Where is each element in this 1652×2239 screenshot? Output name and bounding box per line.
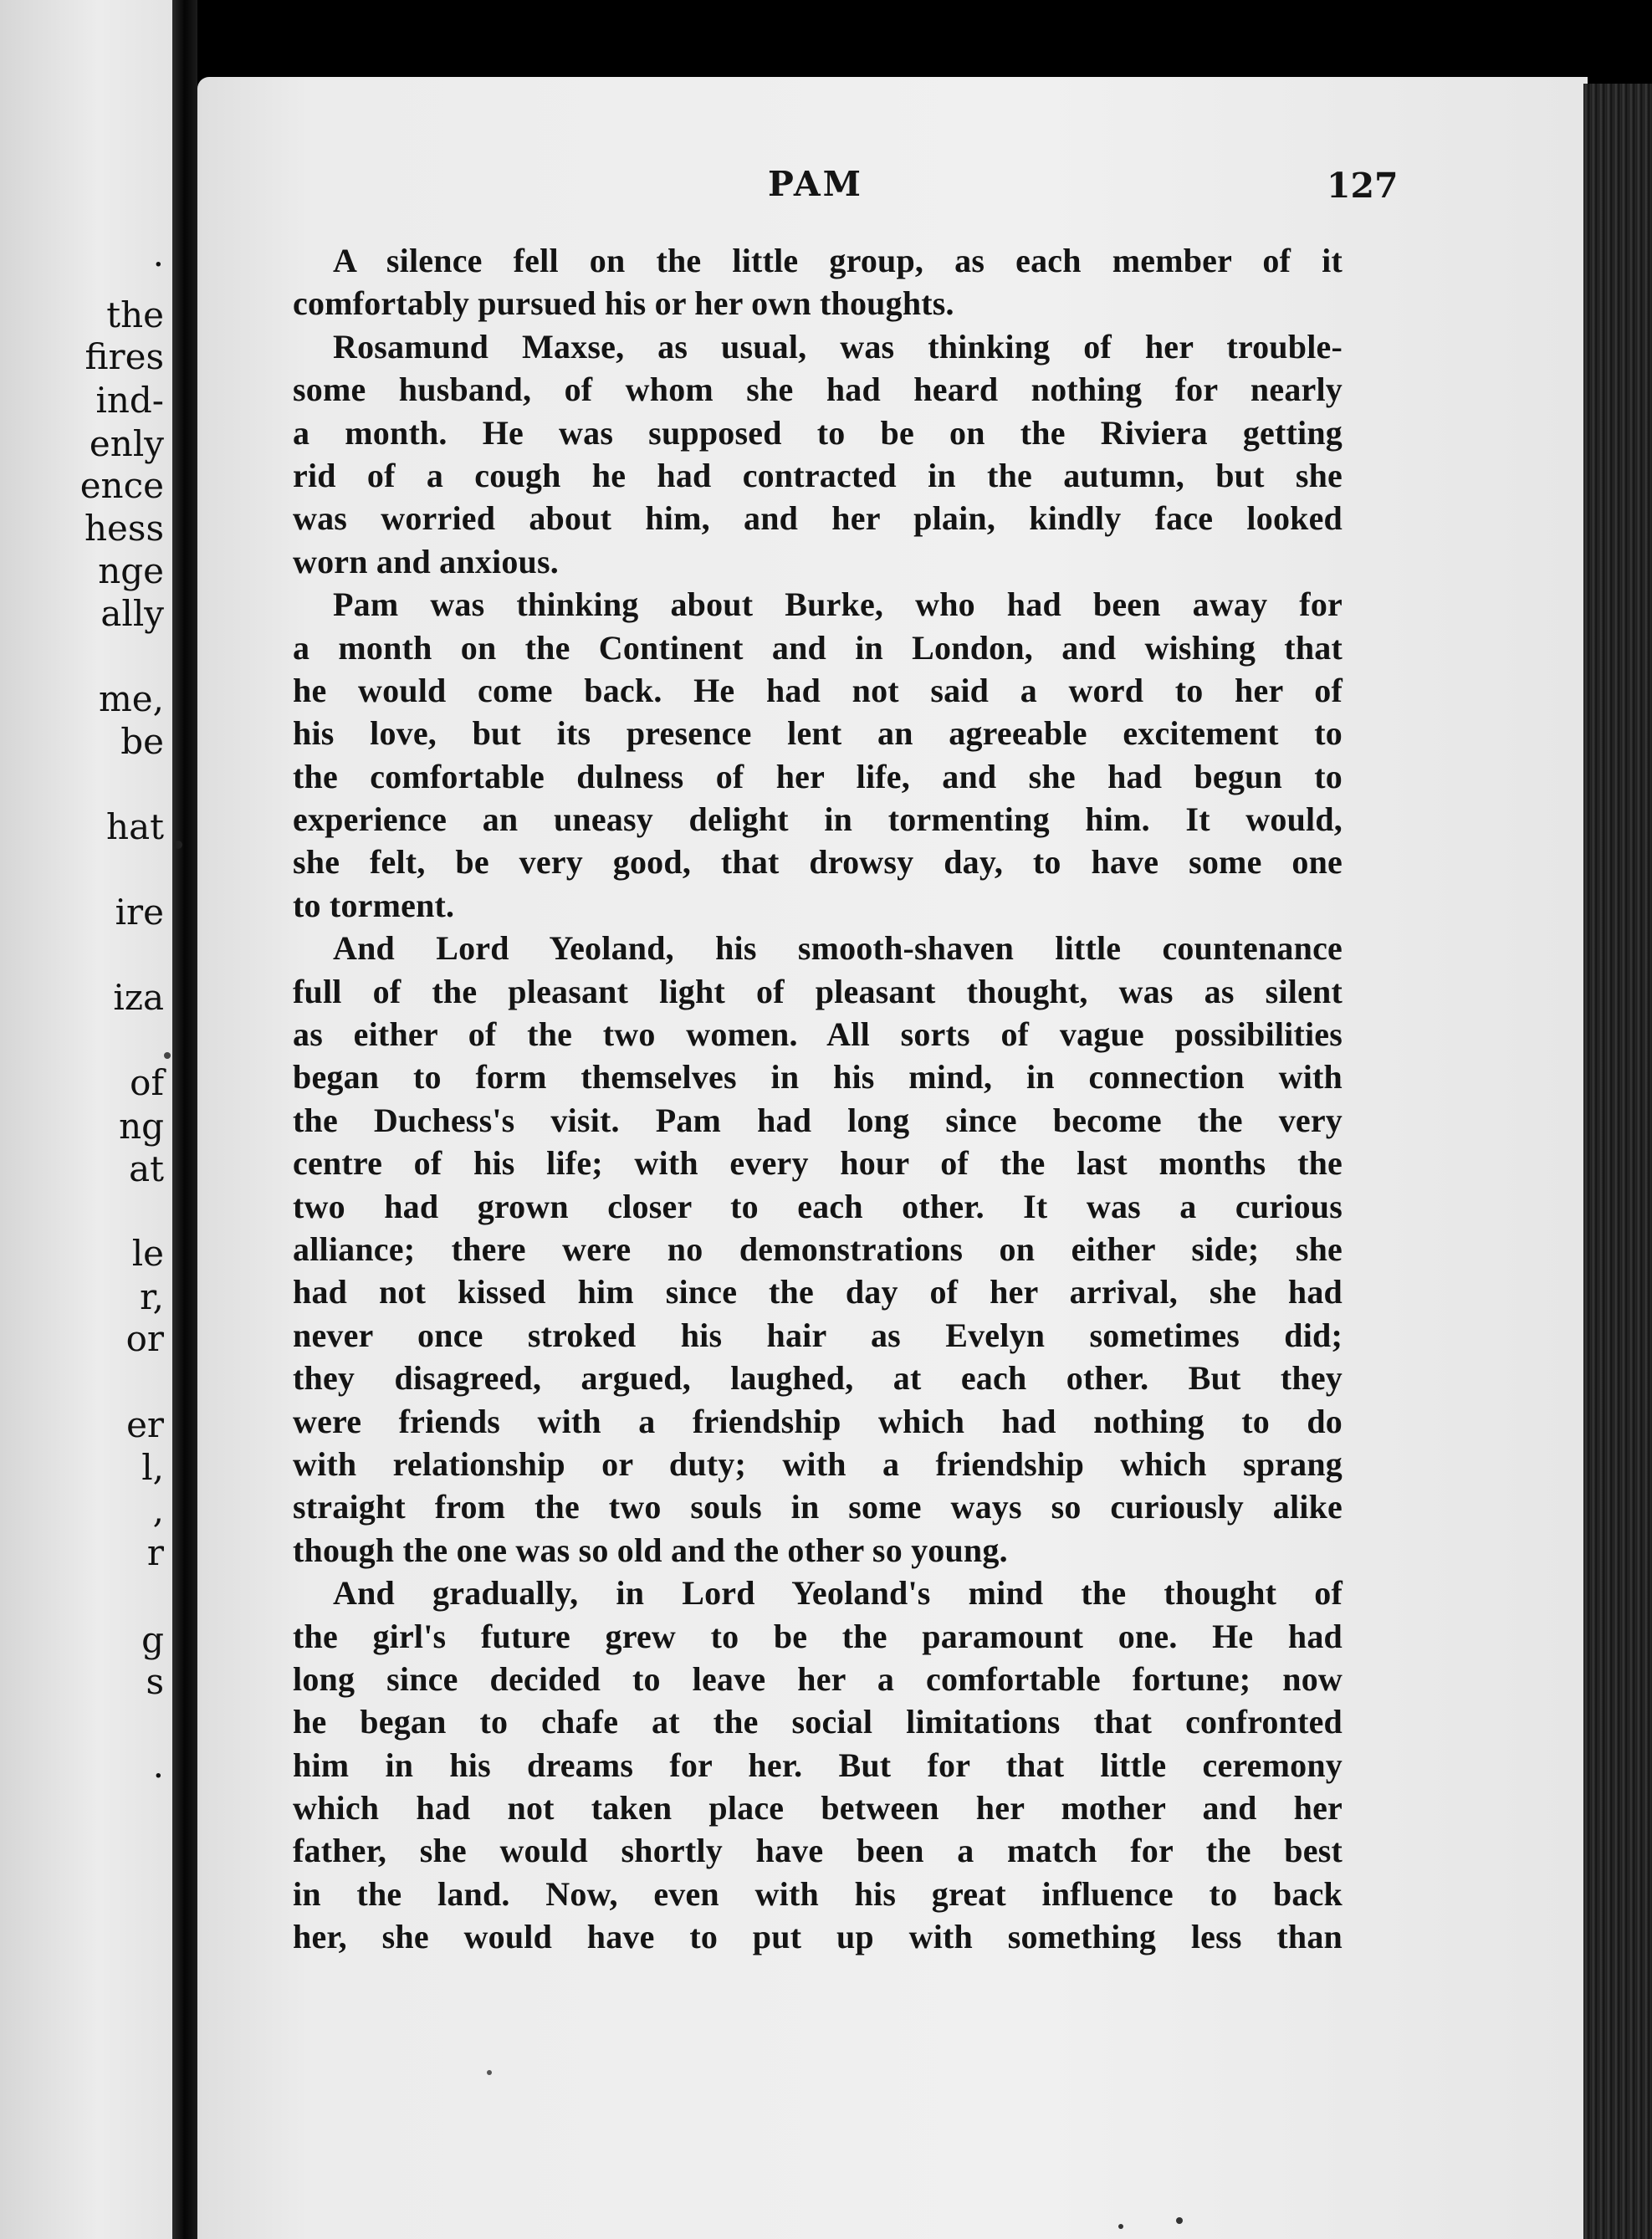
text-line: him in his dreams for her. But for that little ceremony	[293, 1746, 1343, 1784]
book-gutter	[172, 0, 197, 2239]
previous-page-fragment: of	[130, 1062, 164, 1103]
previous-page-fragment: iza	[113, 977, 164, 1018]
previous-page-fragments	[5, 0, 164, 2239]
text-line: Rosamund Maxse, as usual, was thinking of her trouble-	[333, 327, 1343, 365]
text-line: experience an uneasy delight in tormenting him. It would,	[293, 800, 1343, 839]
running-head-title: PAM	[768, 164, 864, 204]
text-line: alliance; there were no demonstrations on either side; she	[293, 1229, 1343, 1268]
text-line: And Lord Yeoland, his smooth-shaven little countenance	[333, 929, 1343, 968]
previous-page-fragment: l,	[141, 1447, 164, 1488]
text-line: he would come back. He had not said a word to her of	[293, 671, 1343, 709]
previous-page-fragment: at	[129, 1148, 164, 1189]
body-text	[293, 239, 1343, 1959]
text-line: And gradually, in Lord Yeoland's mind the thought of	[333, 1574, 1343, 1613]
text-line: with relationship or duty; with a friendship which sprang	[293, 1444, 1343, 1483]
text-line: comfortably pursued his or her own thoughts.	[293, 284, 954, 323]
text-line: though the one was so old and the other so young.	[293, 1531, 1008, 1569]
text-line: had not kissed him since the day of her arrival, she had	[293, 1273, 1343, 1311]
page-number: 127	[1327, 166, 1399, 206]
running-head	[197, 164, 1588, 214]
previous-page-fragment: er	[126, 1404, 164, 1445]
previous-page-fragment: r	[146, 1532, 164, 1573]
text-line: the girl's future grew to be the paramount one. He had	[293, 1617, 1343, 1655]
previous-page-fragment: ire	[115, 892, 164, 933]
previous-page-fragment: me,	[98, 678, 164, 719]
previous-page-fragment: or	[125, 1318, 164, 1359]
text-line: centre of his life; with every hour of the last months the	[293, 1144, 1343, 1183]
text-line: was worried about him, and her plain, kindly face looked	[293, 499, 1343, 538]
text-line: they disagreed, argued, laughed, at each other. But they	[293, 1359, 1343, 1398]
previous-page-fragment: g	[141, 1619, 164, 1660]
text-line: in the land. Now, even with his great influence to back	[293, 1874, 1343, 1913]
text-line: which had not taken place between her mother and her	[293, 1789, 1343, 1827]
previous-page-fragment: the	[106, 294, 164, 335]
text-line: A silence fell on the little group, as each member of it	[333, 242, 1343, 279]
previous-page-fragment: s	[146, 1661, 164, 1702]
previous-page-fragment: .	[152, 233, 164, 274]
text-line: worn and anxious.	[293, 542, 559, 580]
text-line: began to form themselves in his mind, in connection with	[293, 1058, 1343, 1096]
text-line: rid of a cough he had contracted in the autumn, but she	[293, 456, 1343, 494]
previous-page-fragment: hat	[106, 806, 164, 847]
previous-page-fragment: ind-	[95, 380, 164, 421]
text-line: he began to chafe at the social limitations that confronted	[293, 1703, 1343, 1741]
text-line: Pam was thinking about Burke, who had been away for	[333, 585, 1343, 624]
previous-page-fragment: be	[120, 721, 164, 762]
text-line: straight from the two souls in some ways so curiously alike	[293, 1488, 1343, 1526]
text-line: were friends with a friendship which had nothing to do	[293, 1402, 1343, 1440]
previous-page-fragment: r,	[140, 1276, 164, 1317]
previous-page-fragment: ally	[100, 593, 164, 634]
previous-page-fragment: hess	[84, 508, 164, 549]
previous-page-fragment: .	[152, 1745, 164, 1786]
previous-page-fragment: ence	[79, 465, 164, 506]
text-line: never once stroked his hair as Evelyn sometimes did;	[293, 1316, 1343, 1354]
previous-page-fragment: enly	[89, 423, 164, 464]
text-line: two had grown closer to each other. It was a curious	[293, 1187, 1343, 1225]
text-line: his love, but its presence lent an agreeable excitement to	[293, 714, 1343, 753]
text-line: a month on the Continent and in London, and wishing that	[293, 628, 1343, 667]
text-line: the Duchess's visit. Pam had long since become the very	[293, 1101, 1343, 1139]
text-line: the comfortable dulness of her life, and she had begun to	[293, 757, 1343, 795]
text-line: she felt, be very good, that drowsy day, to have some one	[293, 843, 1343, 882]
previous-page-fragment: fires	[84, 336, 164, 377]
previous-page-fragment: ,	[152, 1490, 164, 1531]
previous-page-fragment: ng	[119, 1106, 164, 1147]
text-line: full of the pleasant light of pleasant thought, was as silent	[293, 972, 1343, 1010]
text-line: a month. He was supposed to be on the Riviera getting	[293, 413, 1343, 452]
text-line: some husband, of whom she had heard nothing for nearly	[293, 371, 1343, 409]
previous-page-fragment: le	[131, 1233, 164, 1274]
previous-page-edge	[0, 0, 179, 2239]
text-line: her, she would have to put up with something less than	[293, 1918, 1343, 1956]
page-fore-edge	[1583, 84, 1652, 2239]
text-line: father, she would shortly have been a match for the best	[293, 1832, 1343, 1870]
text-line: as either of the two women. All sorts of vague possibilities	[293, 1015, 1343, 1054]
text-line: long since decided to leave her a comfortable fortune; now	[293, 1659, 1343, 1698]
text-line: to torment.	[293, 886, 455, 924]
previous-page-fragment: nge	[98, 550, 164, 591]
